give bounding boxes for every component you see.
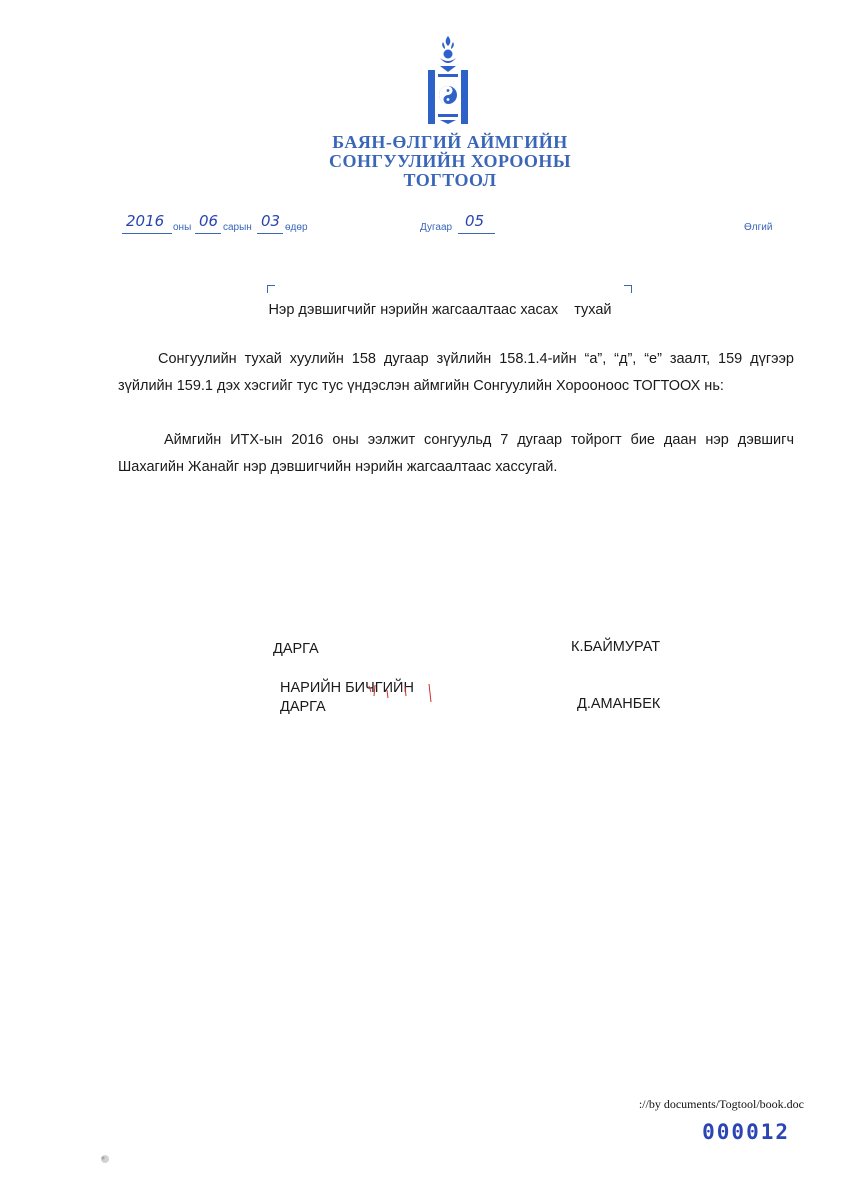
header-line-3: ТОГТООЛ [403,170,497,190]
header-line-1: БАЯН-ӨЛГИЙ АЙМГИЙН [332,132,568,152]
day-suffix: өдөр [285,222,308,233]
month-handwritten: 06 [199,212,219,230]
corner-mark-left [267,285,275,293]
day-handwritten: 03 [261,212,281,230]
month-underline [195,233,221,234]
header-line-2: СОНГУУЛИЙН ХОРООНЫ [328,151,572,171]
place-label: Өлгий [744,222,773,233]
corner-mark-right [624,285,632,293]
secretary-title-line2: ДАРГА [280,699,326,715]
secretary-name: Д.АМАНБЕК [577,696,661,712]
chair-name: К.БАЙМУРАТ [571,639,661,655]
year-suffix: оны [173,222,192,233]
body-paragraph-1: Сонгуулийн тухай хуулийн 158 дугаар зүйлийн 158.1.4-ийн “а”, “д”, “е” заалт, 159 дүгээр зүйлийн 159.1 дэх хэсгийг тус тус үндэслэн аймгийн Сонгуулийн Хорооноос ТОГТООХ нь: [118,351,794,394]
serial-number: 000012 [702,1120,790,1144]
year-underline [122,233,172,234]
body-paragraph-2: Аймгийн ИТХ-ын 2016 оны ээлжит сонгуульд 7 дугаар тойрогт бие даан нэр дэвшигч Шахагийн Жанайг нэр дэвшигчийн нэрийн жагсаалтаас хассугай. [118,432,794,475]
subject-title: Нэр дэвшигчийг нэрийн жагсаалтаас хасах тухай [268,302,612,318]
number-label: Дугаар [420,222,453,233]
soyombo-emblem-icon [424,34,472,126]
red-stamp-marks [365,676,445,706]
day-underline [257,233,283,234]
year-handwritten: 2016 [126,212,165,230]
chair-title: ДАРГА [273,641,319,657]
file-path: ://by documents/Togtool/book.doc [638,1097,804,1111]
secretary-title-line1: НАРИЙН БИЧГИЙН [280,680,414,696]
number-underline [458,233,495,234]
smudge-mark [98,1152,112,1166]
number-handwritten: 05 [465,212,485,230]
month-suffix: сарын [223,222,252,233]
